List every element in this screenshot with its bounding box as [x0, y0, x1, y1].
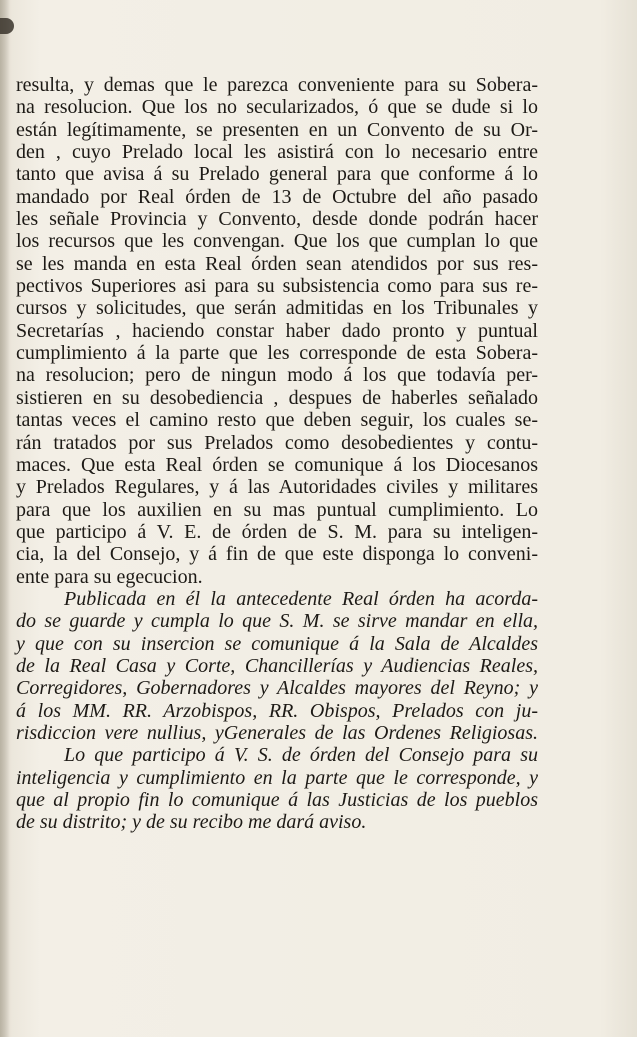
text-line: los recursos que les convengan. Que los que cumplan lo que — [16, 230, 538, 253]
text-line: cumplimiento á la parte que les corresponde de esta Sobera- — [16, 342, 538, 365]
text-line: maces. Que esta Real órden se comunique á los Diocesanos — [16, 453, 538, 476]
text-line: na resolucion; pero de ningun modo á los que todavía per- — [16, 364, 538, 387]
text-line: les señale Provincia y Convento, desde donde podrán hacer — [16, 208, 538, 231]
text-line: á los MM. RR. Arzobispos, RR. Obispos, Prelados con ju- — [16, 699, 538, 722]
text-line: mandado por Real órden de 13 de Octubre del año pasado — [16, 185, 538, 208]
text-line: están legítimamente, se presenten en un Convento de su Or- — [16, 118, 538, 141]
text-line: que al propio fin lo comunique á las Justicias de los pueblos — [16, 789, 538, 811]
text-line: cursos y solicitudes, que serán admitidas en los Tribunales y — [16, 297, 538, 320]
text-line: na resolucion. Que los no secularizados, ó que se dude si lo — [16, 96, 538, 119]
text-line: resulta, y demas que le parezca conveniente para su Sobera- — [16, 74, 538, 96]
binding-mark — [0, 18, 14, 34]
text-line: de la Real Casa y Corte, Chancillerías y Audiencias Reales, — [16, 654, 538, 677]
page-text — [16, 74, 538, 834]
text-line: que participo á V. E. de órden de S. M. para su inteligen- — [16, 520, 538, 543]
text-line: tanto que avisa á su Prelado general para que conforme á lo — [16, 163, 538, 186]
paragraph-1 — [16, 74, 538, 588]
text-line: rán tratados por sus Prelados como desobedientes y contu- — [16, 431, 538, 454]
text-line: Lo que participo á V. S. de órden del Consejo para su — [64, 744, 538, 767]
text-line: cia, la del Consejo, y á fin de que este disponga lo conveni- — [16, 543, 538, 566]
text-line: pectivos Superiores asi para su subsistencia como para sus re- — [16, 275, 538, 298]
text-line: de su distrito; y de su recibo me dará aviso. — [16, 811, 367, 834]
binding-shadow — [0, 0, 10, 1037]
text-line: Corregidores, Gobernadores y Alcaldes mayores del Reyno; y — [16, 677, 538, 700]
text-line: y que con su insercion se comunique á la Sala de Alcaldes — [16, 632, 538, 655]
text-line: tantas veces el camino resto que deben seguir, los cuales se- — [16, 409, 538, 432]
paragraph-2 — [16, 588, 538, 744]
text-line: ente para su egecucion. — [16, 565, 203, 588]
text-line: Publicada en él la antecedente Real órden ha acorda- — [64, 587, 538, 610]
text-line: risdiccion vere nullius, yGenerales de las Ordenes Religiosas. — [16, 721, 538, 744]
text-line: den , cuyo Prelado local les asistirá con lo necesario entre — [16, 141, 538, 164]
text-line: Secretarías , haciendo constar haber dado pronto y puntual — [16, 319, 538, 342]
text-line: do se guarde y cumpla lo que S. M. se sirve mandar en ella, — [16, 610, 538, 633]
paragraph-3 — [16, 744, 538, 833]
text-line: inteligencia y cumplimiento en la parte que le corresponde, y — [16, 766, 538, 789]
text-line: para que los auxilien en su mas puntual cumplimiento. Lo — [16, 498, 538, 521]
text-line: sistieren en su desobediencia , despues de haberles señalado — [16, 386, 538, 409]
text-line: se les manda en esta Real órden sean atendidos por sus res- — [16, 252, 538, 275]
text-line: y Prelados Regulares, y á las Autoridades civiles y militares — [16, 476, 538, 499]
